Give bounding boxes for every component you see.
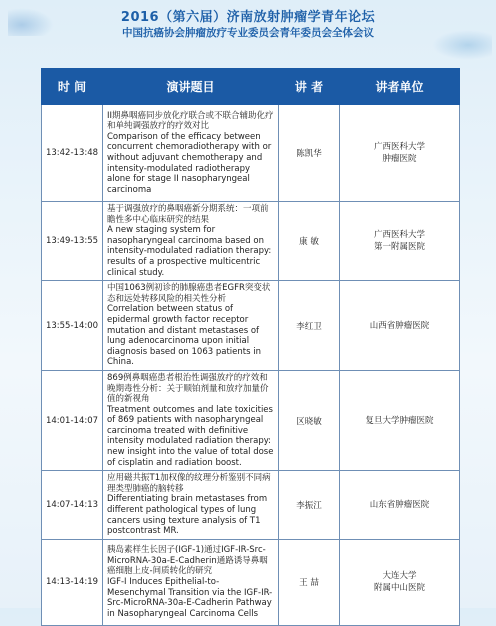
unit-line1: 广西医科大学: [373, 230, 425, 241]
speaker-cell: 李振江: [279, 471, 340, 540]
column-header-time: 时 间: [42, 69, 103, 105]
topic-chinese: 应用磁共振T1加权像的纹理分析鉴别不同病理类型肺癌的脑转移: [107, 473, 271, 494]
page-header: [0, 0, 496, 62]
unit-line1: 大连大学: [382, 571, 417, 582]
table-row: [42, 471, 460, 540]
unit-cell: [340, 471, 460, 540]
unit-line1: 广西医科大学: [373, 142, 425, 152]
topic-cell: [103, 370, 279, 470]
topic-english: IGF-I Induces Epithelial-to-Mesenchymal Transition via the IGF-IR-Src-MicroRNA-30a-E-Cadherin Pathway in Nasopharyngeal Carcinoma Cells: [107, 577, 273, 619]
speaker-cell: 王 喆: [279, 539, 340, 625]
unit-cell: [340, 202, 460, 281]
topic-cell: [103, 105, 279, 202]
unit-cell: [340, 105, 460, 202]
table-row: [42, 281, 460, 371]
topic-cell: [103, 539, 279, 625]
unit-line2: 肿瘤医院: [382, 154, 417, 164]
unit-line1: 山东省肿瘤医院: [369, 500, 430, 511]
table-header-row: [42, 69, 460, 105]
unit-cell: [340, 370, 460, 470]
forum-subtitle: 中国抗癌协会肿瘤放疗专业委员会青年委员会全体会议: [122, 27, 374, 39]
topic-chinese: 胰岛素样生长因子(IGF-1)通过IGF-IR-Src-MicroRNA-30a-E-Cadherin通路诱导鼻咽癌细胞上皮-间质转化的研究: [107, 545, 268, 577]
topic-cell: [103, 281, 279, 371]
topic-english: Differentiating brain metastases from different pathological types of lung cancers using texture analysis of T1 postcontrast MR.: [107, 494, 268, 537]
unit-cell: [340, 281, 460, 371]
table-row: [42, 370, 460, 470]
time-cell: 13:55-14:00: [42, 281, 103, 371]
forum-title: 2016（第六届）济南放射肿瘤学青年论坛: [120, 10, 376, 25]
column-header-unit: 讲者单位: [340, 69, 460, 105]
time-cell: 14:07-14:13: [42, 471, 103, 540]
topic-english: Treatment outcomes and late toxicities of 869 patients with nasopharyngeal carcinoma treated with definitive intensity modulated radiation therapy: new insight into the value of total dose of cisplatin and radiation boost.: [107, 404, 274, 468]
table-row: [42, 202, 460, 281]
topic-english: Correlation between status of epidermal growth factor receptor mutation and distant metastases of lung adenocarcinoma upon initial diagnosis based on 1063 patients in China.: [107, 304, 261, 368]
topic-chinese: 中国1063例初诊的肺腺癌患者EGFR突变状态和远处转移风险的相关性分析: [107, 283, 271, 304]
topic-cell: [103, 471, 279, 540]
time-cell: 14:13-14:19: [42, 539, 103, 625]
topic-chinese: II期鼻咽癌同步放化疗联合或不联合辅助化疗和单纯调强放疗的疗效对比: [107, 110, 274, 132]
topic-english: A new staging system for nasopharyngeal carcinoma based on intensity-modulated radiation therapy: results of a prospective multicentric clinical study.: [107, 225, 272, 278]
speaker-cell: 区晓敏: [279, 370, 340, 470]
unit-line1: 山西省肿瘤医院: [369, 320, 430, 331]
unit-line2: 附属中山医院: [373, 583, 425, 594]
column-header-topic: 演讲题目: [103, 69, 279, 105]
topic-chinese: 基于调强放疗的鼻咽癌新分期系统：一项前瞻性多中心临床研究的结果: [107, 204, 269, 225]
column-header-speaker: 讲 者: [279, 69, 340, 105]
topic-cell: [103, 202, 279, 281]
unit-line1: 复旦大学肿瘤医院: [365, 415, 434, 426]
time-cell: 13:42-13:48: [42, 105, 103, 202]
speaker-cell: 李红卫: [279, 281, 340, 371]
time-cell: 13:49-13:55: [42, 202, 103, 281]
unit-line2: 第一附属医院: [373, 242, 425, 253]
topic-english: Comparison of the efficacy between concurrent chemoradiotherapy with or without adjuvant chemotherapy and intensity-modulated radiotherapy alone for stage II nasopharyngeal carcinoma: [107, 131, 272, 195]
topic-chinese: 869例鼻咽癌患者根治性调强放疗的疗效和晚期毒性分析：关于顺铂剂量和放疗加量价值的新视角: [107, 372, 269, 405]
time-cell: 14:01-14:07: [42, 370, 103, 470]
table-row: [42, 539, 460, 625]
schedule-table: [41, 68, 460, 626]
unit-cell: [340, 539, 460, 625]
speaker-cell: 陈凯华: [279, 105, 340, 202]
table-row: [42, 105, 460, 202]
speaker-cell: 康 敏: [279, 202, 340, 281]
